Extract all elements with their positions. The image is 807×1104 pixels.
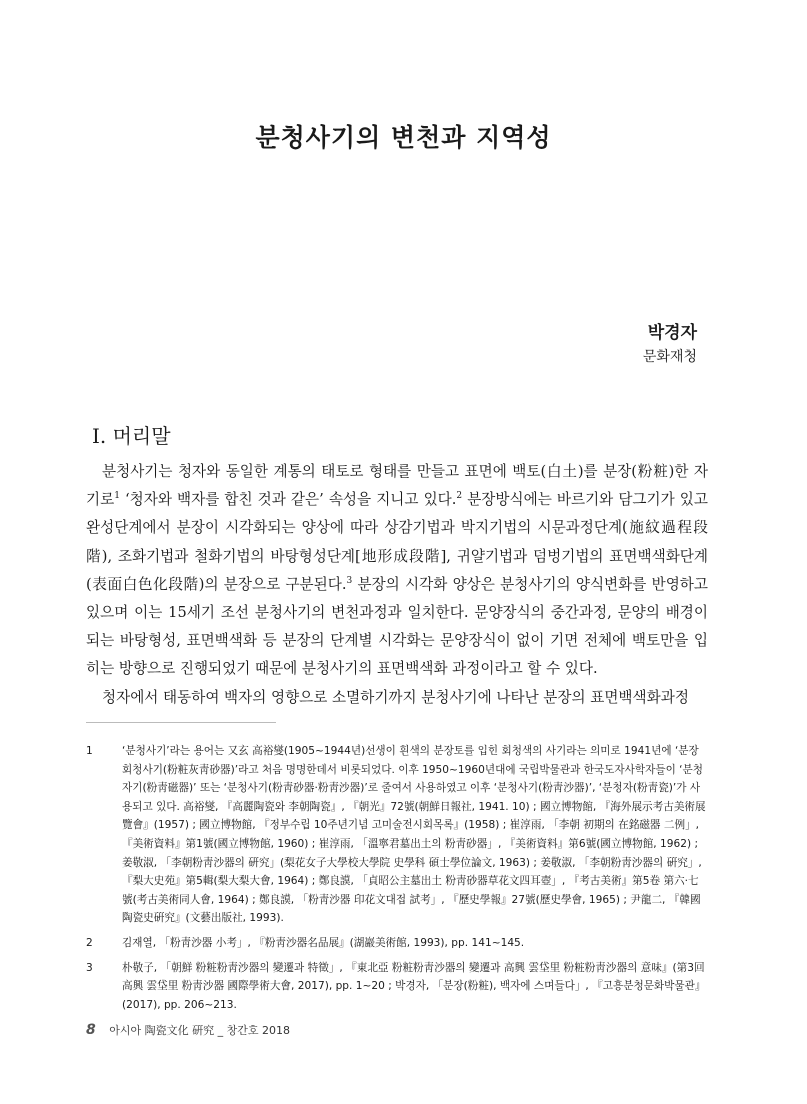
body-text-segment: ‘청자와 백자를 합친 것과 같은’ 속성을 지니고 있다. xyxy=(119,491,457,509)
footnotes xyxy=(86,742,708,1020)
footnote-number: 3 xyxy=(86,961,93,974)
author-affiliation: 문화재청 xyxy=(642,349,697,365)
footnote-text: 朴敬子, 「朝鮮 粉粧粉靑沙器의 變遷과 特徵」, 『東北亞 粉粧粉靑沙器의 變遷과 高興 雲垈里 粉粧粉靑沙器의 意味』(第3回 高興 雲垈里 粉靑沙器 國際學術大會, 2017), pp. 1~20 ; 박경자, 「분장(粉粧), 백자에 스며들다」, 『고흥분청문화박물관』(2017), pp. 206~213. xyxy=(122,961,706,1011)
footnote-text: 김재열, 「粉靑沙器 小考」, 『粉靑沙器名品展』(湖巖美術館, 1993), pp. 141~145. xyxy=(122,936,525,949)
paper-title: 분청사기의 변천과 지역성 xyxy=(255,123,552,152)
footnote-item xyxy=(86,742,708,928)
body-paragraph-2: 청자에서 태동하여 백자의 영향으로 소멸하기까지 분청사기에 나타난 분장의 표면백색화과정 xyxy=(102,688,689,706)
body-text-segment: 분장방식에는 바르기와 담그기가 있고 완성단계에서 분장이 시각화되는 양상에 따라 상감기법과 박지기법의 시문과정단계(施紋過程段階), 조화기법과 철화기법의 바탕형성단계[地形成段階], 귀얄기법과 덤벙기법의 표면백색화단계(表面白色化段階)의 분장으로 구분된다. xyxy=(86,491,708,593)
body-paragraph-1 xyxy=(86,458,708,684)
footnote-item xyxy=(86,934,708,953)
page-number: 8 xyxy=(86,1022,96,1038)
body-text xyxy=(86,458,708,712)
footnote-number: 1 xyxy=(86,745,93,757)
footnote-ref[interactable]: 2 xyxy=(456,491,463,502)
author-name: 박경자 xyxy=(647,323,697,343)
footnote-number: 2 xyxy=(86,936,93,949)
footnote-ref[interactable]: 1 xyxy=(114,491,120,502)
page-footer xyxy=(86,1022,290,1038)
footnote-divider xyxy=(86,722,276,723)
running-title: 아시아 陶瓷文化 硏究 _ 창간호 2018 xyxy=(109,1024,290,1037)
body-text-segment: 분청사기는 청자와 동일한 계통의 태토로 형태를 만들고 표면에 백토(白土)를 분장(粉粧)한 자기로 xyxy=(86,463,708,509)
footnote-text: ‘분청사기’라는 용어는 又玄 高裕燮(1905~1944년)선생이 흰색의 분장토를 입힌 회청색의 사기라는 의미로 1941년에 ‘분장회청사기(粉粧灰靑砂器)’라고 처음 명명한데서 비롯되었다. 이후 1950~1960년대에 국립박물관과 한국도자사학자들이 ‘분청자기(粉靑磁器)’ 또는 ‘분청사기(粉靑砂器·粉靑沙器)’로 줄여서 사용하였고 이후 ‘분청사기(粉靑沙器)’, ‘분청자(粉靑瓷)’가 사용되고 있다. 高裕燮, 『高麗陶瓷와 李朝陶瓷』, 『朝光』72號(朝鮮日報社, 1941. 10) ; 國立博物館, 『海外展示考古美術展覽會』(1957) ; 國立博物館, 『정부수립 10주년기념 고미술전시회목록』(1958) ; 崔淳雨, 「李朝 初期의 在銘磁器 二例」, 『美術資料』第1號(國立博物館, 1960) ; 崔淳雨, 「溫寧君墓出土의 粉靑砂器」, 『美術資料』第6號(國立博物館, 1962) ; 姜敬淑, 「李朝粉靑沙器의 硏究」(梨花女子大學校大學院 史學科 碩士學位論文, 1963) ; 姜敬淑, 「李朝粉靑沙器의 硏究」, 『梨大史苑』第5輯(梨大梨大會, 1964) ; 鄭良謨, 「貞昭公主墓出土 粉靑砂器草花文四耳壺」, 『考古美術』第5卷 第六·七號(考古美術同人會, 1964) ; 鄭良謨, 「粉靑沙器 印花文대접 試考」, 『歷史學報』27號(歷史學會, 1965) ; 尹龍二, 『韓國陶瓷史硏究』(文藝出版社, 1993). xyxy=(122,745,706,925)
footnote-ref[interactable]: 3 xyxy=(346,575,353,586)
footnote-item xyxy=(86,959,708,1015)
section-heading: Ⅰ. 머리말 xyxy=(92,424,171,448)
body-text-segment: 분장의 시각화 양상은 분청사기의 양식변화를 반영하고 있으며 이는 15세기 조선 분청사기의 변천과정과 일치한다. 문양장식의 중간과정, 문양의 배경이 되는 바탕형성, 표면백색화 등 분장의 단계별 시각화는 문양장식이 없이 기면 전체에 백토만을 입히는 방향으로 진행되었기 때문에 분청사기의 표면백색화 과정이라고 할 수 있다. xyxy=(86,575,708,678)
